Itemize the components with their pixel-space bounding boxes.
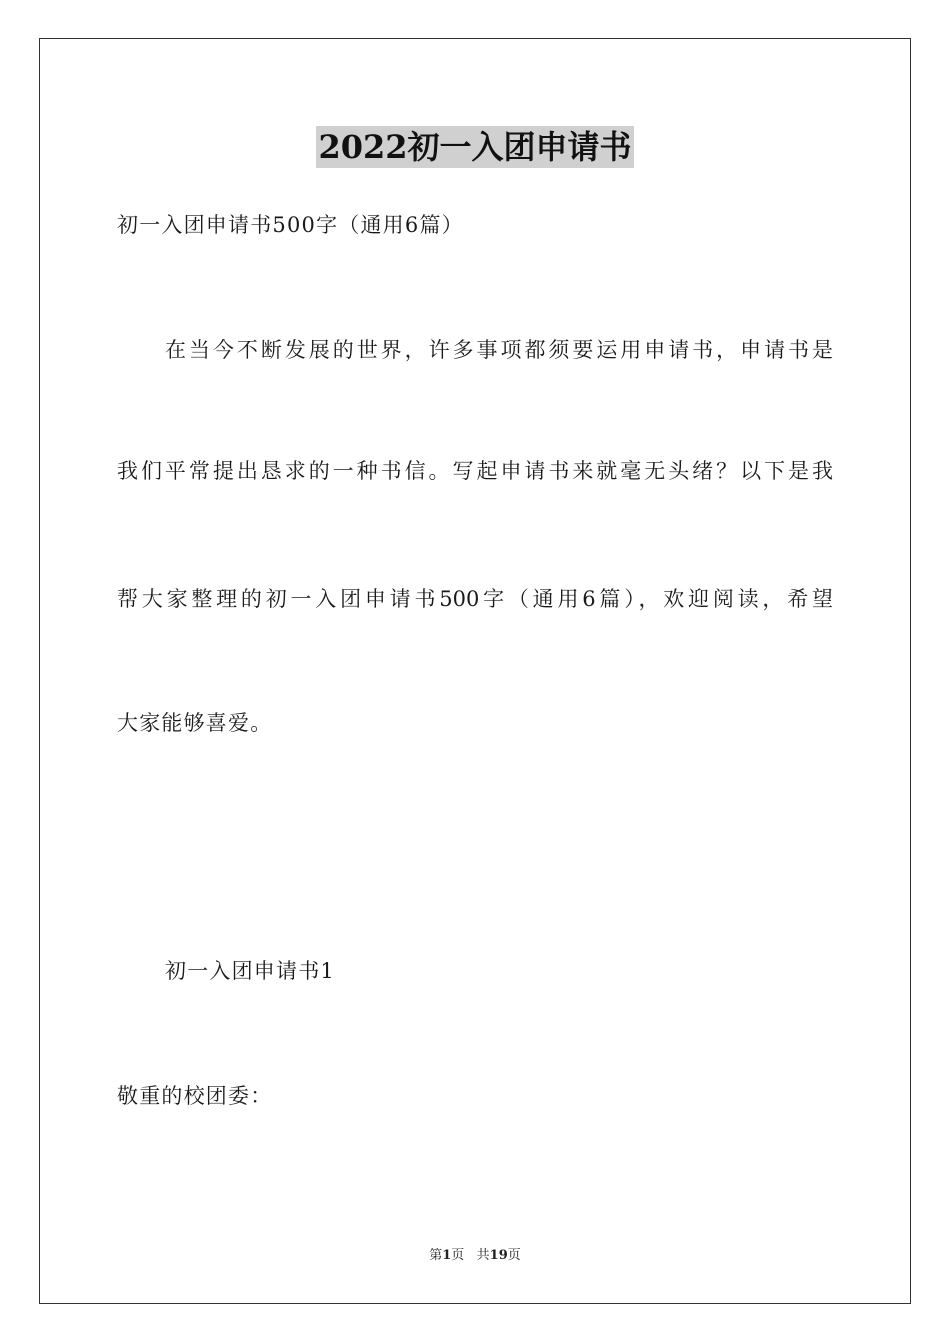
intro-line-2: 我们平常提出恳求的一种书信。写起申请书来就毫无头绪？以下是我	[117, 459, 833, 483]
footer-page-mid: 页 共	[451, 1248, 490, 1263]
document-subtitle: 初一入团申请书500字（通用6篇）	[117, 213, 464, 237]
title-container	[0, 126, 950, 168]
page-footer	[0, 1247, 950, 1265]
footer-page-total: 19	[489, 1248, 508, 1263]
footer-page-prefix: 第	[429, 1248, 443, 1263]
document-title: 2022初一入团申请书	[318, 128, 632, 166]
intro-line-4: 大家能够喜爱。	[117, 711, 273, 735]
footer-page-suffix: 页	[507, 1248, 521, 1263]
intro-line-3: 帮大家整理的初一入团申请书500字（通用6篇），欢迎阅读，希望	[117, 587, 833, 611]
intro-line-1: 在当今不断发展的世界，许多事项都须要运用申请书，申请书是	[165, 338, 833, 362]
salutation: 敬重的校团委：	[117, 1084, 273, 1108]
footer-page-current: 1	[442, 1248, 452, 1263]
section-heading: 初一入团申请书1	[165, 959, 335, 983]
